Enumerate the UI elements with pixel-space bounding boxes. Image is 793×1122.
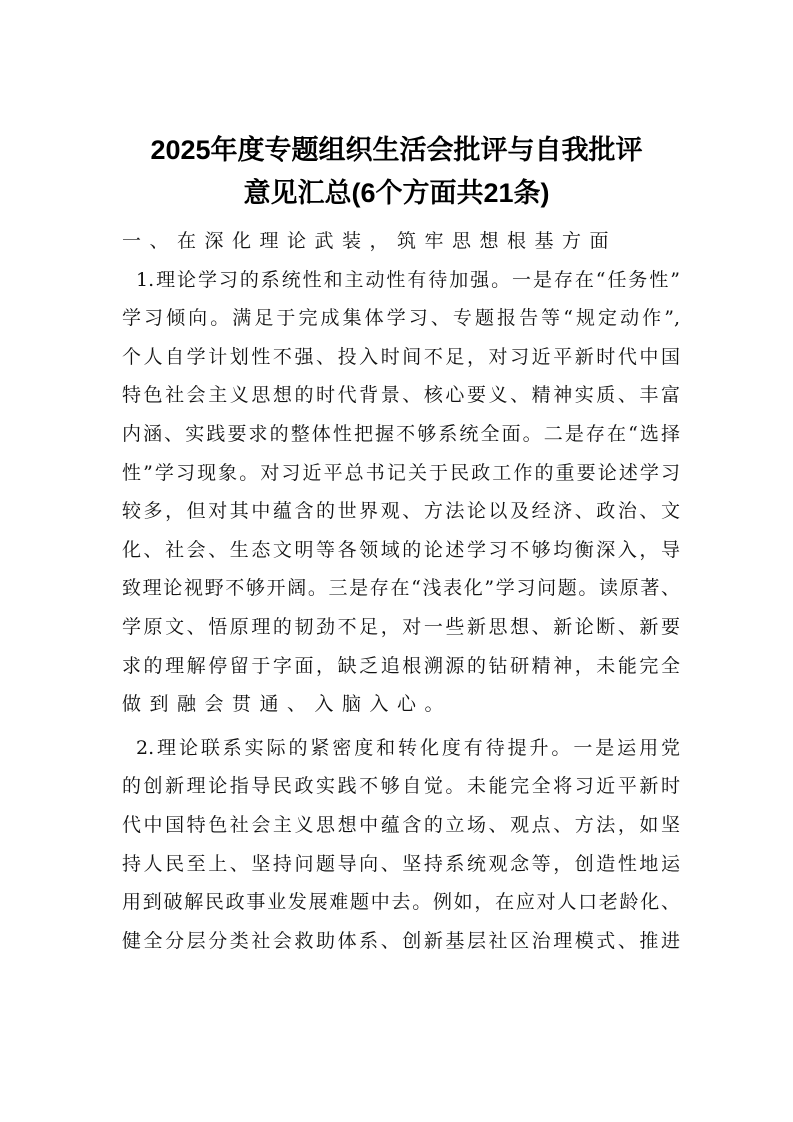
paragraph-1 xyxy=(122,261,680,724)
paragraph-line: 代中国特色社会主义思想中蕴含的立场、观点、方法，如坚 xyxy=(122,813,680,836)
paragraph-line: 求的理解停留于字面，缺乏追根溯源的钻研精神，未能完全 xyxy=(122,654,680,677)
paragraph-line: 用到破解民政事业发展难题中去。例如，在应对人口老龄化、 xyxy=(122,891,680,914)
paragraph-2 xyxy=(122,729,680,961)
paragraph-line: 做到融会贯通、入脑入心。 xyxy=(122,693,453,716)
section-heading: 一、在深化理论武装，筑牢思想根基方面 xyxy=(122,230,618,252)
paragraph-line: 健全分层分类社会救助体系、创新基层社区治理模式、推进 xyxy=(122,929,680,952)
paragraph-line: 化、社会、生态文明等各领域的论述学习不够均衡深入，导 xyxy=(122,538,680,561)
paragraph-line: 持人民至上、坚持问题导向、坚持系统观念等，创造性地运 xyxy=(122,852,680,875)
paragraph-line: 的创新理论指导民政实践不够自觉。未能完全将习近平新时 xyxy=(122,775,680,798)
paragraph-line: 性”学习现象。对习近平总书记关于民政工作的重要论述学习 xyxy=(122,461,680,484)
paragraph-line: 个人自学计划性不强、投入时间不足，对习近平新时代中国 xyxy=(122,345,680,368)
paragraph-line: 2.理论联系实际的紧密度和转化度有待提升。一是运用党 xyxy=(136,736,680,759)
paragraph-line: 较多，但对其中蕴含的世界观、方法论以及经济、政治、文 xyxy=(122,500,680,523)
paragraph-line: 学习倾向。满足于完成集体学习、专题报告等“规定动作”, xyxy=(122,307,680,330)
document-title-line-2: 意见汇总(6个方面共21条) xyxy=(243,178,550,208)
paragraph-line: 学原文、悟原理的韧劲不足，对一些新思想、新论断、新要 xyxy=(122,615,680,638)
paragraph-line: 致理论视野不够开阔。三是存在“浅表化”学习问题。读原著、 xyxy=(122,577,680,600)
document-body xyxy=(122,222,680,960)
paragraph-line: 内涵、实践要求的整体性把握不够系统全面。二是存在“选择 xyxy=(122,422,680,445)
paragraph-line: 1.理论学习的系统性和主动性有待加强。一是存在“任务性” xyxy=(136,268,680,291)
document-title-line-1: 2025年度专题组织生活会批评与自我批评 xyxy=(150,135,643,165)
paragraph-line: 特色社会主义思想的时代背景、核心要义、精神实质、丰富 xyxy=(122,384,680,407)
